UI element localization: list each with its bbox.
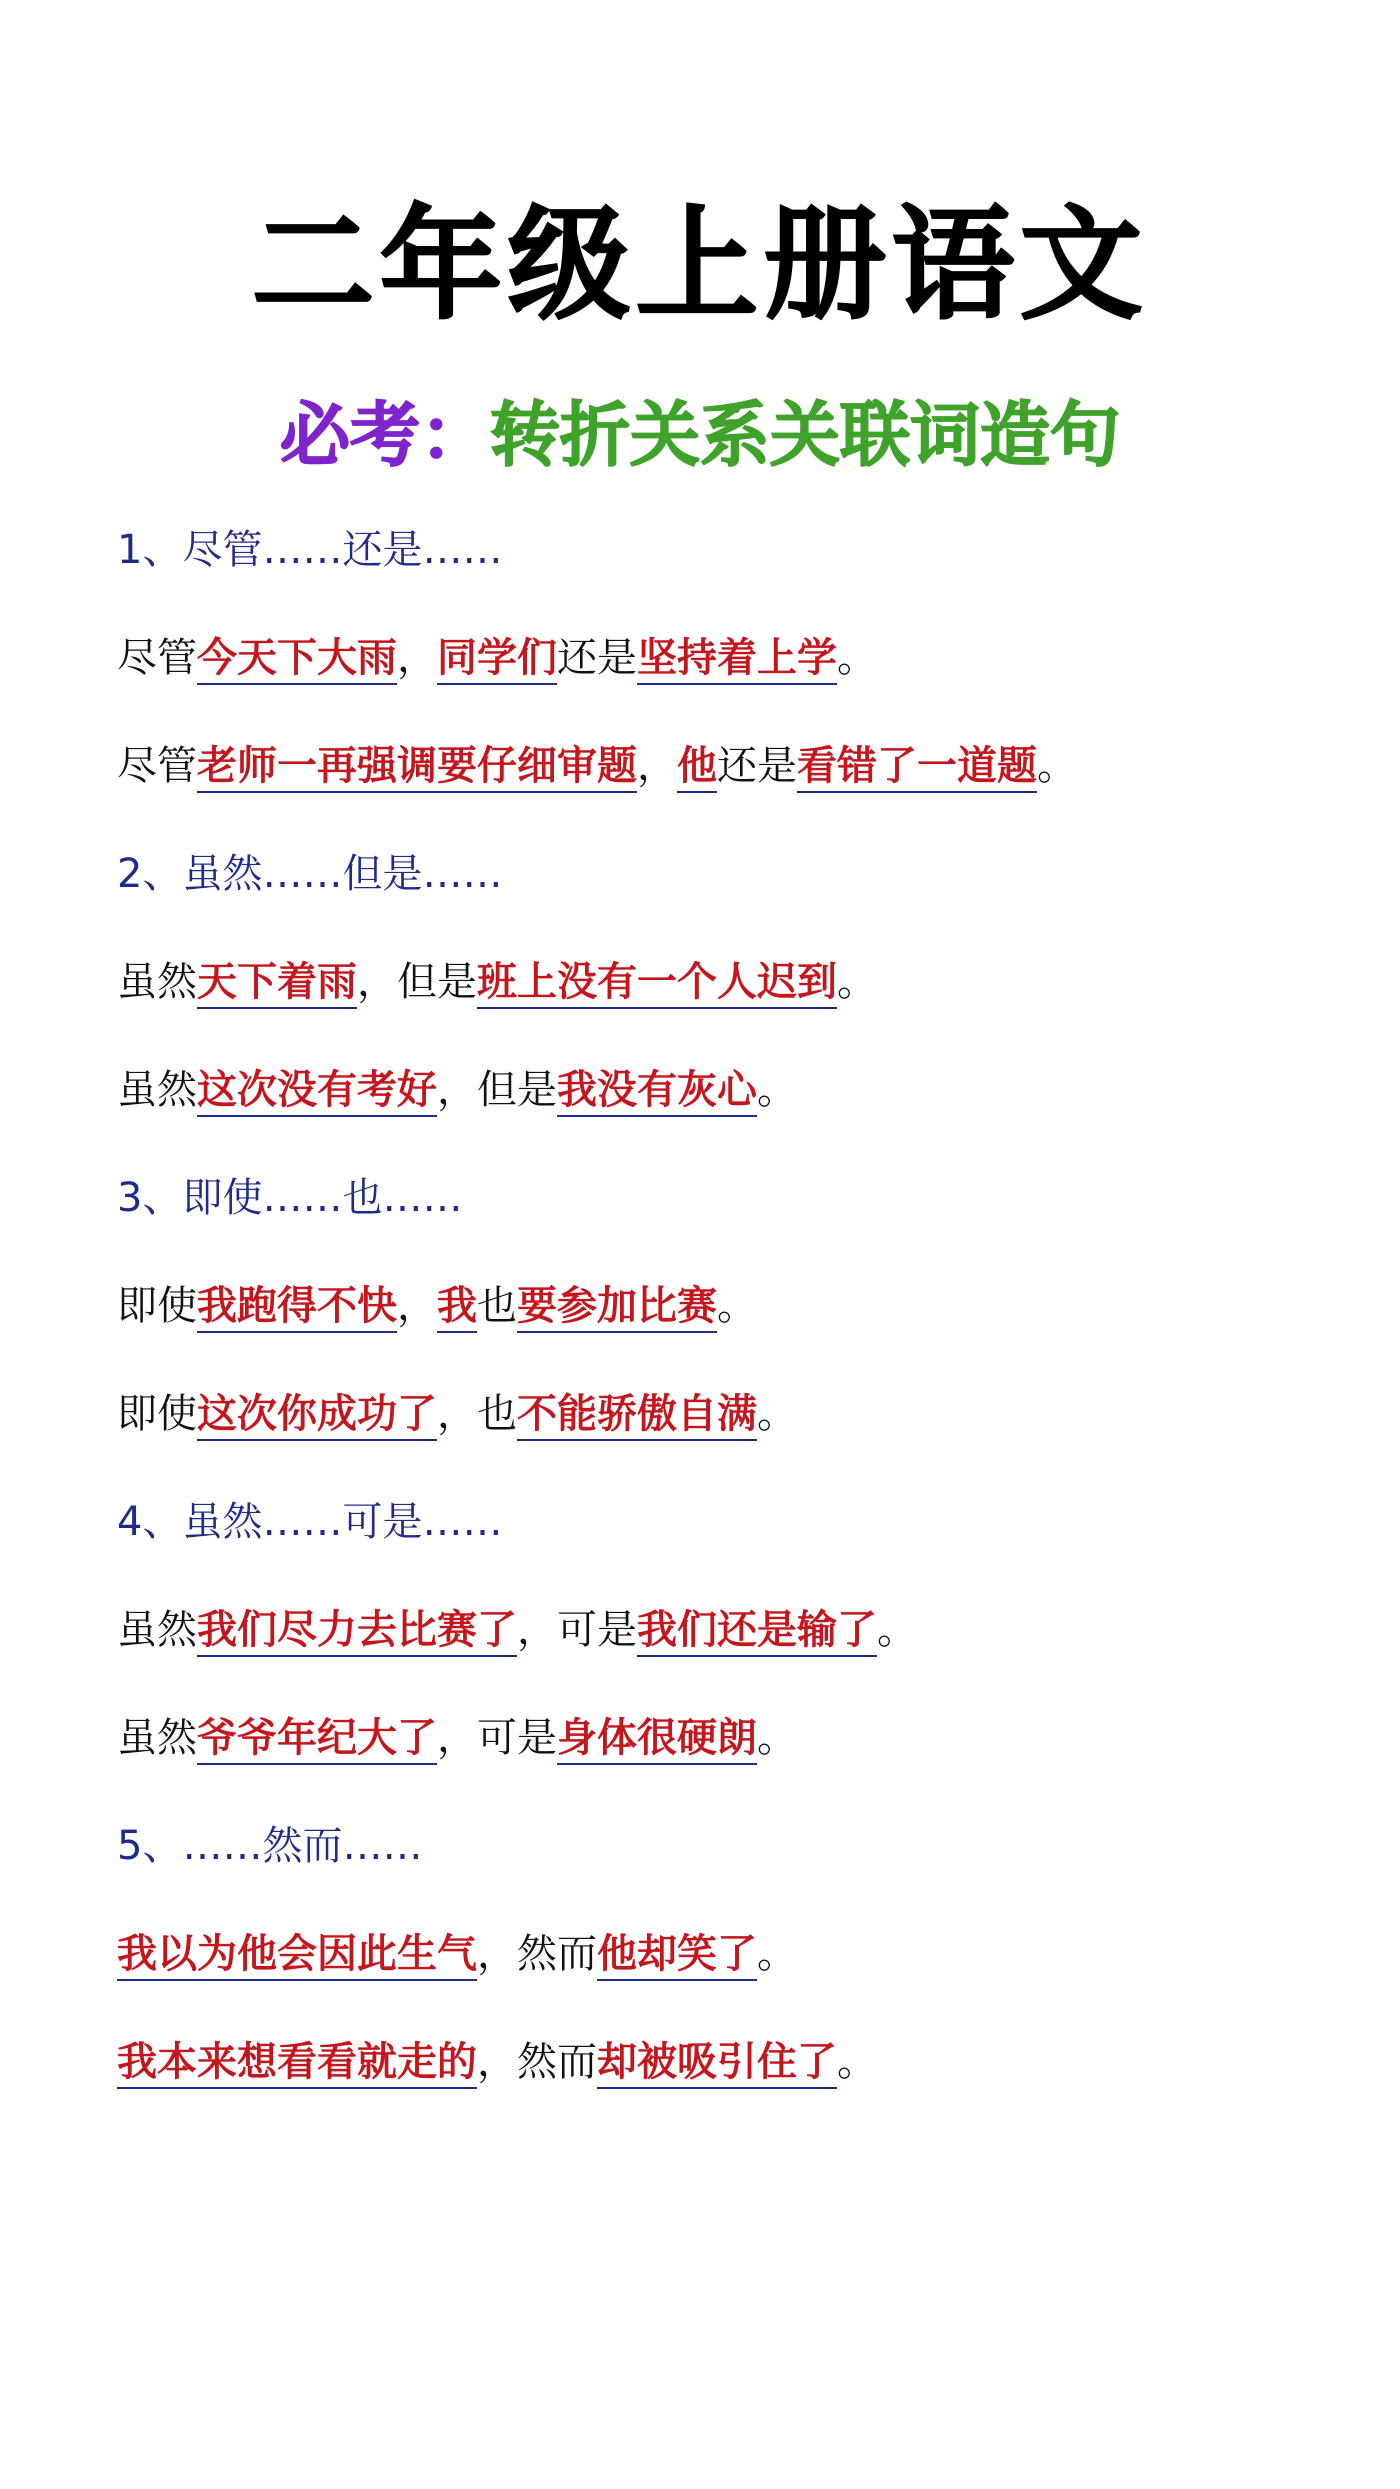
filled-phrase: 我们尽力去比赛了: [197, 1607, 517, 1657]
filled-phrase: 看错了一道题: [797, 743, 1037, 793]
section-heading: 2、虽然……但是……: [117, 851, 503, 897]
example-sentence: [117, 1050, 1357, 1158]
conjunction: 即使: [117, 1391, 197, 1437]
filled-phrase: 不能骄傲自满: [517, 1391, 757, 1441]
conjunction: 即使: [117, 1283, 197, 1329]
example-sentence: [117, 1590, 1357, 1698]
comma: ，: [437, 1715, 477, 1761]
comma: ，: [637, 743, 677, 789]
section-heading: 1、尽管……还是……: [117, 527, 503, 573]
page-title: 二年级上册语文: [252, 194, 1148, 336]
subtitle-prefix: 必考：: [280, 394, 490, 476]
comma: ，: [477, 1931, 517, 1977]
example-sentence: [117, 1374, 1357, 1482]
filled-phrase: 坚持着上学: [637, 635, 837, 685]
conjunction: 也: [477, 1391, 517, 1437]
conjunction: 还是: [557, 635, 637, 681]
filled-phrase: 爷爷年纪大了: [197, 1715, 437, 1765]
comma: ，: [477, 2039, 517, 2085]
conjunction: 虽然: [117, 1067, 197, 1113]
filled-phrase: 要参加比赛: [517, 1283, 717, 1333]
period: 。: [837, 959, 877, 1005]
filled-phrase: 我: [437, 1283, 477, 1333]
conjunction: 虽然: [117, 959, 197, 1005]
conjunction: 但是: [397, 959, 477, 1005]
conjunction: 但是: [477, 1067, 557, 1113]
comma: ，: [397, 635, 437, 681]
period: 。: [717, 1283, 757, 1329]
filled-phrase: 我没有灰心: [557, 1067, 757, 1117]
filled-phrase: 他却笑了: [597, 1931, 757, 1981]
comma: ，: [357, 959, 397, 1005]
conjunction: 也: [477, 1283, 517, 1329]
filled-phrase: 同学们: [437, 635, 557, 685]
conjunction: 可是: [477, 1715, 557, 1761]
filled-phrase: 班上没有一个人迟到: [477, 959, 837, 1009]
sentence-list: [117, 510, 1357, 2130]
example-sentence: [117, 726, 1357, 834]
period: 。: [757, 1715, 797, 1761]
period: 。: [837, 2039, 877, 2085]
example-sentence: [117, 1698, 1357, 1806]
period: 。: [757, 1931, 797, 1977]
comma: ，: [437, 1391, 477, 1437]
period: 。: [757, 1391, 797, 1437]
period: 。: [757, 1067, 797, 1113]
section-heading: 4、虽然……可是……: [117, 1499, 503, 1545]
filled-phrase: 我跑得不快: [197, 1283, 397, 1333]
comma: ，: [437, 1067, 477, 1113]
filled-phrase: 老师一再强调要仔细审题: [197, 743, 637, 793]
conjunction: 还是: [717, 743, 797, 789]
example-sentence: [117, 2022, 1357, 2130]
example-sentence: [117, 1266, 1357, 1374]
conjunction: 可是: [557, 1607, 637, 1653]
filled-phrase: 这次没有考好: [197, 1067, 437, 1117]
filled-phrase: 却被吸引住了: [597, 2039, 837, 2089]
filled-phrase: 这次你成功了: [197, 1391, 437, 1441]
comma: ，: [517, 1607, 557, 1653]
section-heading: 5、……然而……: [117, 1823, 423, 1869]
conjunction: 然而: [517, 1931, 597, 1977]
conjunction: 虽然: [117, 1715, 197, 1761]
example-sentence: [117, 618, 1357, 726]
conjunction: 尽管: [117, 635, 197, 681]
comma: ，: [397, 1283, 437, 1329]
filled-phrase: 身体很硬朗: [557, 1715, 757, 1765]
filled-phrase: 天下着雨: [197, 959, 357, 1009]
filled-phrase: 他: [677, 743, 717, 793]
filled-phrase: 我们还是输了: [637, 1607, 877, 1657]
conjunction: 尽管: [117, 743, 197, 789]
period: 。: [837, 635, 877, 681]
period: 。: [1037, 743, 1077, 789]
filled-phrase: 今天下大雨: [197, 635, 397, 685]
page-subtitle: [0, 385, 1400, 485]
example-sentence: [117, 1914, 1357, 2022]
period: 。: [877, 1607, 917, 1653]
filled-phrase: 我本来想看看就走的: [117, 2039, 477, 2089]
example-sentence: [117, 942, 1357, 1050]
section-heading: 3、即使……也……: [117, 1175, 463, 1221]
subtitle-topic: 转折关系关联词造句: [490, 394, 1120, 476]
filled-phrase: 我以为他会因此生气: [117, 1931, 477, 1981]
conjunction: 然而: [517, 2039, 597, 2085]
conjunction: 虽然: [117, 1607, 197, 1653]
